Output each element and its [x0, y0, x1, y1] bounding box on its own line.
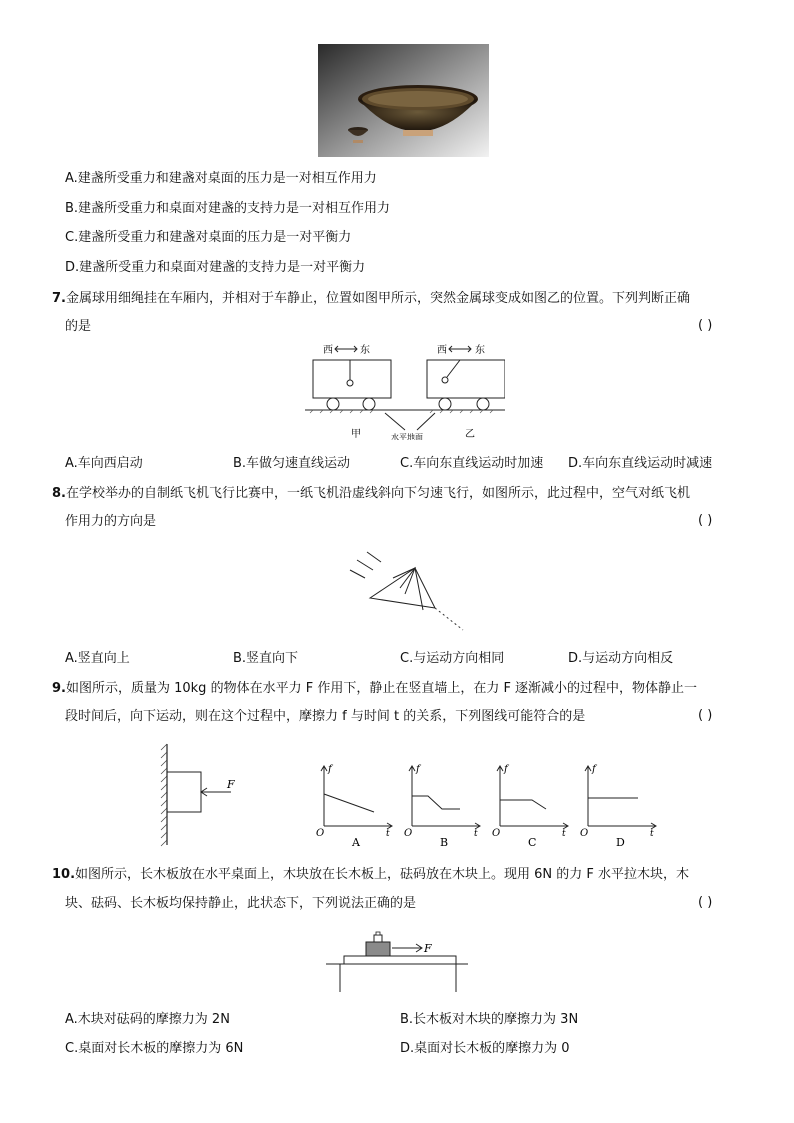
q7-stem-line2: 的是 — [65, 319, 92, 334]
q7-number: 7. — [52, 291, 66, 306]
q7-option-d: D.车向东直线运动时减速 — [568, 456, 713, 471]
q9-graph-d-label: D — [616, 836, 625, 848]
q10-option-a: A.木块对砝码的摩擦力为 2N — [65, 1012, 230, 1027]
q9-graph-a-t: t — [386, 829, 390, 839]
q7-label-east-jia: 东 — [360, 345, 370, 356]
q7-label-east-yi: 东 — [475, 345, 485, 356]
q8-paper-plane-figure — [345, 548, 465, 633]
q9-wall-block-figure — [155, 742, 245, 847]
q9-graph-b-label: B — [440, 836, 449, 848]
q9-graph-b-f: f — [416, 764, 420, 775]
q9-answer-paren: ( ) — [698, 708, 713, 723]
q7-answer-paren: ( ) — [698, 318, 713, 333]
q7-text: 金属球用细绳挂在车厢内，并相对于车静止，位置如图甲所示，突然金属球变成如图乙的位置。下列判断正确 — [65, 291, 690, 306]
q8-number: 8. — [52, 486, 66, 501]
q6-option-a: A.建盏所受重力和建盏对桌面的压力是一对相互作用力 — [65, 171, 377, 186]
q7-label-west-yi: 西 — [437, 345, 447, 356]
q9-graph-d-o: O — [580, 828, 589, 839]
q7-label-ground: 水平地面 — [391, 433, 423, 440]
q8-option-c: C.与运动方向相同 — [400, 651, 505, 666]
q9-graph-b — [400, 760, 482, 848]
q9-graph-c — [488, 760, 570, 848]
q7-stem-line1 — [52, 290, 690, 308]
q8-text: 在学校举办的自制纸飞机飞行比赛中，一纸飞机沿虚线斜向下匀速飞行，如图所示，此过程中，空气对纸飞机 — [65, 486, 690, 501]
q9-graph-c-label: C — [528, 836, 537, 848]
q10-stem-line1 — [52, 866, 689, 884]
q9-graph-a-f: f — [328, 764, 332, 775]
q9-graph-b-t: t — [474, 829, 478, 839]
q10-text: 如图所示，长木板放在水平桌面上，木块放在长木板上，砝码放在木块上。现用 6N 的力 F 水平拉木块，木 — [75, 867, 690, 882]
q6-option-d: D.建盏所受重力和桌面对建盏的支持力是一对平衡力 — [65, 260, 366, 275]
q9-graph-a-label: A — [352, 836, 360, 848]
q10-answer-paren: ( ) — [698, 895, 713, 910]
q9-stem-line1 — [52, 680, 697, 698]
q7-option-c: C.车向东直线运动时加速 — [400, 456, 544, 471]
q8-option-a: A.竖直向上 — [65, 651, 130, 666]
q7-option-a: A.车向西启动 — [65, 456, 143, 471]
q9-graph-c-t: t — [562, 829, 566, 839]
q9-graph-d-f: f — [592, 764, 596, 775]
q9-graph-c-f: f — [504, 764, 508, 775]
q10-option-c: C.桌面对长木板的摩擦力为 6N — [65, 1041, 244, 1056]
q6-option-c: C.建盏所受重力和建盏对桌面的压力是一对平衡力 — [65, 230, 352, 245]
q8-stem-line1 — [52, 485, 690, 503]
q8-stem-line2: 作用力的方向是 — [65, 514, 157, 529]
q10-number: 10. — [52, 867, 76, 882]
q7-label-west-jia: 西 — [323, 345, 333, 356]
q10-force-label: F — [424, 942, 432, 955]
tea-bowl-photo — [318, 44, 489, 157]
q9-graph-b-o: O — [404, 828, 413, 839]
q6-option-b: B.建盏所受重力和桌面对建盏的支持力是一对相互作用力 — [65, 201, 391, 216]
q9-force-label: F — [227, 778, 235, 791]
q9-number: 9. — [52, 681, 66, 696]
q9-text: 如图所示，质量为 10kg 的物体在水平力 F 作用下，静止在竖直墙上，在力 F 逐渐减小的过程中，物体静止一 — [65, 681, 698, 696]
q9-graph-c-o: O — [492, 828, 501, 839]
q7-label-jia: 甲 — [351, 429, 361, 440]
q7-label-yi: 乙 — [465, 429, 475, 440]
q9-graph-a-o: O — [316, 828, 325, 839]
q9-graph-d-t: t — [650, 829, 654, 839]
q10-board-block-figure — [322, 928, 472, 994]
q10-option-d: D.桌面对长木板的摩擦力为 0 — [400, 1041, 570, 1056]
q7-option-b: B.车做匀速直线运动 — [233, 456, 351, 471]
q10-option-b: B.长木板对木块的摩擦力为 3N — [400, 1012, 579, 1027]
q8-answer-paren: ( ) — [698, 513, 713, 528]
q8-option-d: D.与运动方向相反 — [568, 651, 674, 666]
q7-figure-cars — [305, 340, 505, 440]
q9-graph-a — [312, 760, 394, 848]
q10-stem-line2: 块、砝码、长木板均保持静止，此状态下，下列说法正确的是 — [65, 896, 417, 911]
q9-stem-line2: 段时间后，向下运动，则在这个过程中，摩擦力 f 与时间 t 的关系，下列图线可能符合的是 — [65, 709, 586, 724]
q9-graph-d — [576, 760, 658, 848]
q8-option-b: B.竖直向下 — [233, 651, 299, 666]
